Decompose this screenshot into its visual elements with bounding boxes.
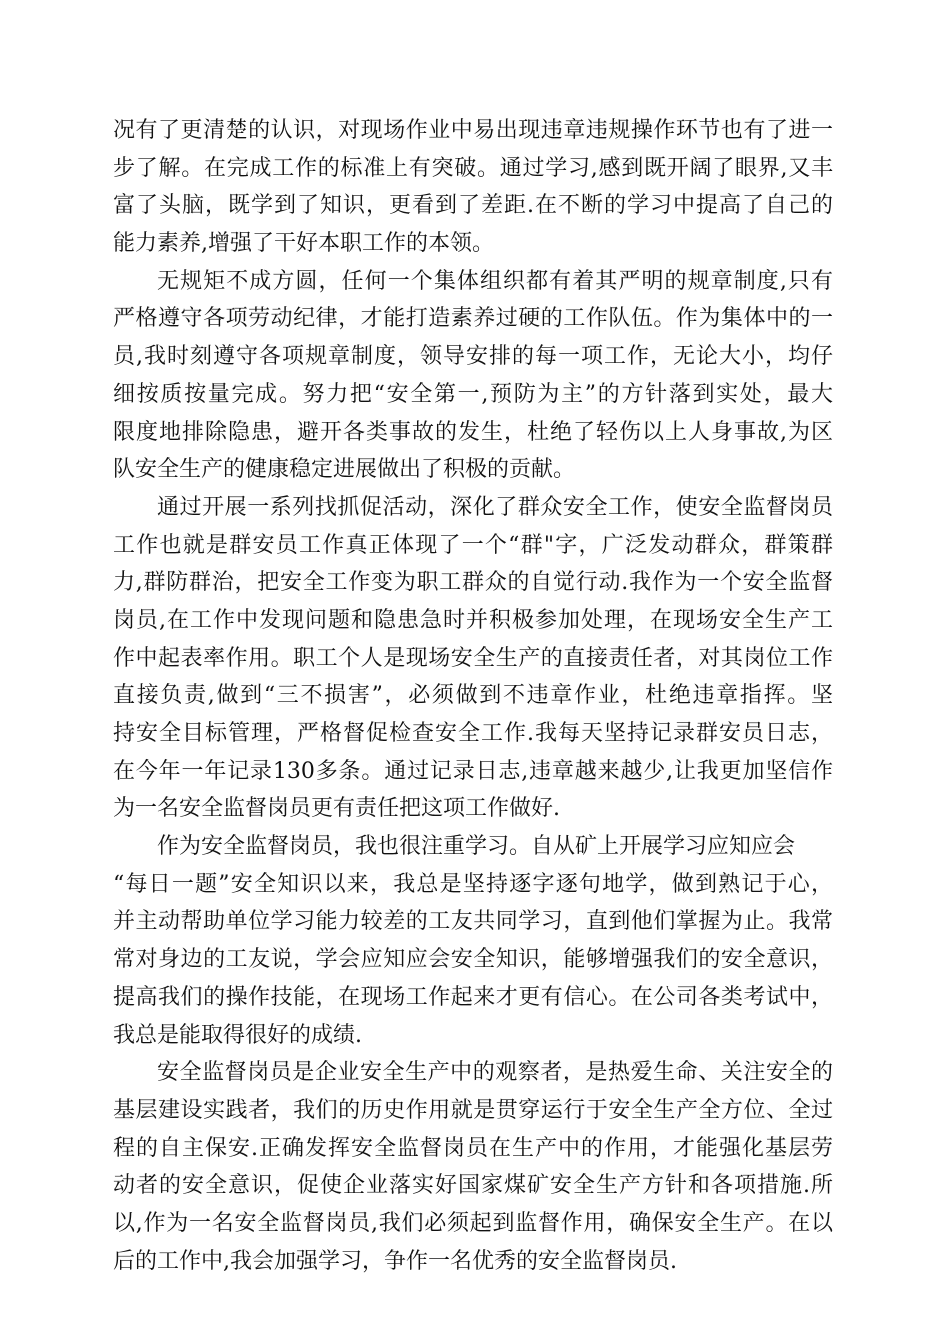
paragraph-line: 严格遵守各项劳动纪律，才能打造素养过硬的工作队伍。作为集体中的一 (113, 306, 833, 332)
paragraph-line: 后的工作中,我会加强学习，争作一名优秀的安全监督岗员. (113, 1248, 677, 1274)
paragraph-line: 并主动帮助单位学习能力较差的工友共同学习，直到他们掌握为止。我常 (113, 909, 833, 935)
paragraph-line: 程的自主保安.正确发挥安全监督岗员在生产中的作用，才能强化基层劳 (113, 1135, 833, 1161)
paragraph-line: 岗员,在工作中发现问题和隐患急时并积极参加处理，在现场安全生产工 (113, 607, 833, 633)
paragraph-3 (113, 489, 833, 828)
paragraph-line: 动者的安全意识，促使企业落实好国家煤矿安全生产方针和各项措施.所 (113, 1173, 833, 1199)
document-body (113, 112, 833, 1280)
paragraph-line: 为一名安全监督岗员更有责任把这项工作做好. (113, 796, 560, 822)
paragraph-line: 无规矩不成方圆，任何一个集体组织都有着其严明的规章制度,只有 (157, 268, 833, 294)
paragraph-line: 工作也就是群安员工作真正体现了一个“群"字，广泛发动群众，群策群 (113, 532, 833, 558)
paragraph-line: 况有了更清楚的认识，对现场作业中易出现违章违规操作环节也有了进一 (113, 118, 833, 143)
paragraph-line: 在今年一年记录130多条。通过记录日志,违章越来越少,让我更加坚信作 (113, 758, 833, 784)
paragraph-line: 基层建设实践者，我们的历史作用就是贯穿运行于安全生产全方位、全过 (113, 1097, 833, 1123)
paragraph-line: 提高我们的操作技能，在现场工作起来才更有信心。在公司各类考试中， (113, 984, 833, 1010)
paragraph-1 (113, 112, 833, 263)
paragraph-2 (113, 263, 833, 489)
paragraph-line: 细按质按量完成。努力把“安全第一,预防为主”的方针落到实处，最大 (113, 381, 833, 407)
paragraph-line: 直接负责,做到“三不损害”，必须做到不违章作业，杜绝违章指挥。坚 (113, 683, 833, 709)
paragraph-line: 以,作为一名安全监督岗员,我们必须起到监督作用，确保安全生产。在以 (113, 1210, 833, 1236)
paragraph-line: 作为安全监督岗员，我也很注重学习。自从矿上开展学习应知应会 (157, 834, 796, 860)
paragraph-line: 限度地排除隐患，避开各类事故的发生，杜绝了轻伤以上人身事故,为区 (113, 419, 833, 445)
paragraph-line: 步了解。在完成工作的标准上有突破。通过学习,感到既开阔了眼界,又丰 (113, 155, 833, 181)
paragraph-line: 安全监督岗员是企业安全生产中的观察者，是热爱生命、关注安全的 (157, 1060, 833, 1086)
paragraph-line: 员,我时刻遵守各项规章制度，领导安排的每一项工作，无论大小，均仔 (113, 344, 833, 370)
paragraph-line: “每日一题”安全知识以来，我总是坚持逐字逐句地学，做到熟记于心， (113, 871, 833, 897)
paragraph-line: 队安全生产的健康稳定进展做出了积极的贡献。 (113, 457, 576, 483)
paragraph-line: 力,群防群治，把安全工作变为职工群众的自觉行动.我作为一个安全监督 (113, 570, 833, 596)
paragraph-line: 富了头脑，既学到了知识，更看到了差距.在不断的学习中提高了自己的 (113, 193, 833, 219)
paragraph-5 (113, 1054, 833, 1280)
paragraph-4 (113, 828, 833, 1054)
paragraph-line: 持安全目标管理，严格督促检查安全工作.我每天坚持记录群安员日志， (113, 721, 833, 746)
paragraph-line: 常对身边的工友说，学会应知应会安全知识，能够增强我们的安全意识， (113, 947, 833, 973)
paragraph-line: 我总是能取得很好的成绩. (113, 1022, 362, 1048)
paragraph-line: 通过开展一系列找抓促活动，深化了群众安全工作，使安全监督岗员 (157, 494, 833, 520)
paragraph-line: 作中起表率作用。职工个人是现场安全生产的直接责任者，对其岗位工作 (113, 645, 833, 671)
paragraph-line: 能力素养,增强了干好本职工作的本领。 (113, 231, 494, 257)
